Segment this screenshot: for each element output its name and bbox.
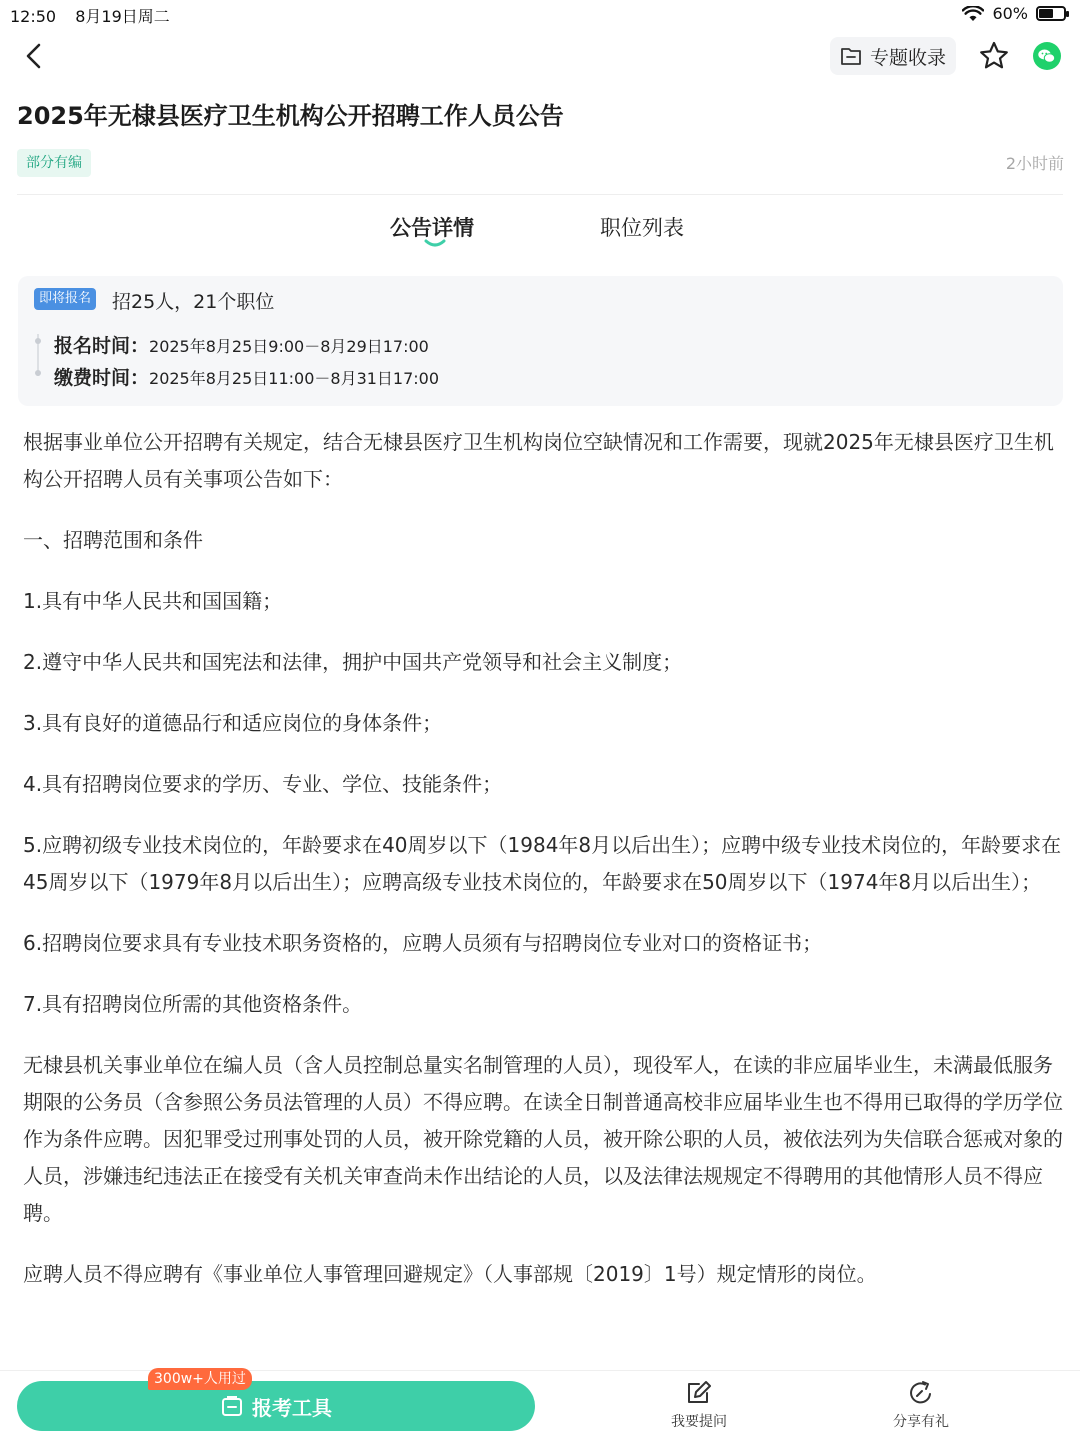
condition-item: 1.具有中华人民共和国国籍； — [23, 589, 283, 613]
section-heading: 一、招聘范围和条件 — [23, 528, 203, 552]
payment-time-value: 2025年8月25日11:00－8月31日17:00 — [149, 369, 440, 388]
wifi-icon — [962, 6, 984, 22]
user-count-badge: 300w+人用过 — [148, 1368, 252, 1390]
divider — [17, 194, 1063, 195]
status-time: 12:50 — [10, 7, 57, 26]
condition-item: 6.招聘岗位要求具有专业技术职务资格的，应聘人员须有与招聘岗位专业对口的资格证书； — [23, 931, 823, 955]
battery-fill — [1039, 9, 1053, 18]
status-date: 8月19日周二 — [75, 7, 170, 26]
exam-tools-label: 报考工具 — [252, 1395, 332, 1420]
condition-item: 4.具有招聘岗位要求的学历、专业、学位、技能条件； — [23, 772, 503, 796]
registration-time-row — [54, 331, 429, 358]
collect-button[interactable] — [830, 37, 956, 75]
nav-bar — [0, 32, 1080, 80]
star-icon — [976, 38, 1012, 74]
share-icon — [907, 1379, 935, 1407]
status-badge: 即将报名 — [34, 288, 96, 310]
back-arrow-icon — [18, 38, 54, 74]
edit-icon — [685, 1379, 713, 1407]
article-title: 2025年无棣县医疗卫生机构公开招聘工作人员公告 — [17, 102, 564, 130]
ask-question-label: 我要提问 — [671, 1414, 727, 1430]
back-button[interactable] — [18, 38, 54, 74]
collect-label: 专题收录 — [869, 46, 946, 69]
tab-active-indicator — [424, 238, 446, 248]
publish-time: 2小时前 — [1005, 154, 1064, 173]
condition-item: 7.具有招聘岗位所需的其他资格条件。 — [23, 992, 363, 1016]
establishment-tag: 部分有编 — [17, 149, 91, 177]
favorite-button[interactable] — [976, 38, 1012, 74]
ask-question-button[interactable] — [659, 1379, 739, 1431]
payment-time-label: 缴费时间： — [54, 367, 150, 389]
article-body — [23, 424, 1063, 1369]
payment-time-row — [54, 363, 439, 390]
status-right — [962, 4, 1066, 23]
folder-icon — [840, 46, 862, 66]
status-bar — [0, 0, 1080, 28]
tab-positions[interactable]: 职位列表 — [600, 216, 684, 240]
paragraph-intro: 根据事业单位公开招聘有关规定，结合无棣县医疗卫生机构岗位空缺情况和工作需要，现就2025年无棣县医疗卫生机构公开招聘人员有关事项公告如下： — [23, 430, 1054, 491]
condition-item: 3.具有良好的道德品行和适应岗位的身体条件； — [23, 711, 443, 735]
timeline-dot — [35, 338, 41, 344]
condition-item: 5.应聘初级专业技术岗位的，年龄要求在40周岁以下（1984年8月以后出生）；应聘中级专业技术岗位的，年龄要求在45周岁以下（1979年8月以后出生）；应聘高级专业技术岗位的，年龄要求在50周岁以下（1974年8月以后出生）； — [23, 833, 1062, 894]
battery-icon — [1036, 6, 1066, 21]
exam-tools-button[interactable] — [17, 1381, 535, 1431]
recruit-info-card — [18, 276, 1063, 406]
wechat-share-button[interactable] — [1032, 41, 1062, 71]
registration-time-value: 2025年8月25日9:00－8月29日17:00 — [149, 337, 429, 356]
avoidance-paragraph: 应聘人员不得应聘有《事业单位人事管理回避规定》（人事部规〔2019〕1号）规定情形的岗位。 — [23, 1262, 877, 1286]
registration-time-label: 报名时间： — [54, 335, 150, 357]
recruit-headline: 招25人，21个职位 — [112, 291, 275, 313]
battery-percent: 60% — [992, 4, 1028, 23]
wechat-icon — [1032, 41, 1062, 71]
tab-details[interactable]: 公告详情 — [390, 216, 474, 240]
timeline-dot — [35, 370, 41, 376]
tools-icon — [220, 1394, 244, 1418]
share-reward-label: 分享有礼 — [893, 1414, 949, 1430]
status-left — [10, 4, 184, 27]
share-reward-button[interactable] — [881, 1379, 961, 1431]
restriction-paragraph: 无棣县机关事业单位在编人员（含人员控制总量实名制管理的人员），现役军人，在读的非应届毕业生，未满最低服务期限的公务员（含参照公务员法管理的人员）不得应聘。在读全日制普通高校非应届毕业生也不得用已取得的学历学位作为条件应聘。因犯罪受过刑事处罚的人员，被开除党籍的人员，被开除公职的人员，被依法列为失信联合惩戒对象的人员，涉嫌违纪违法正在接受有关机关审查尚未作出结论的人员，以及法律法规规定不得聘用的其他情形人员不得应聘。 — [23, 1053, 1063, 1225]
condition-item: 2.遵守中华人民共和国宪法和法律，拥护中国共产党领导和社会主义制度； — [23, 650, 683, 674]
bottom-action-bar — [0, 1370, 1080, 1440]
